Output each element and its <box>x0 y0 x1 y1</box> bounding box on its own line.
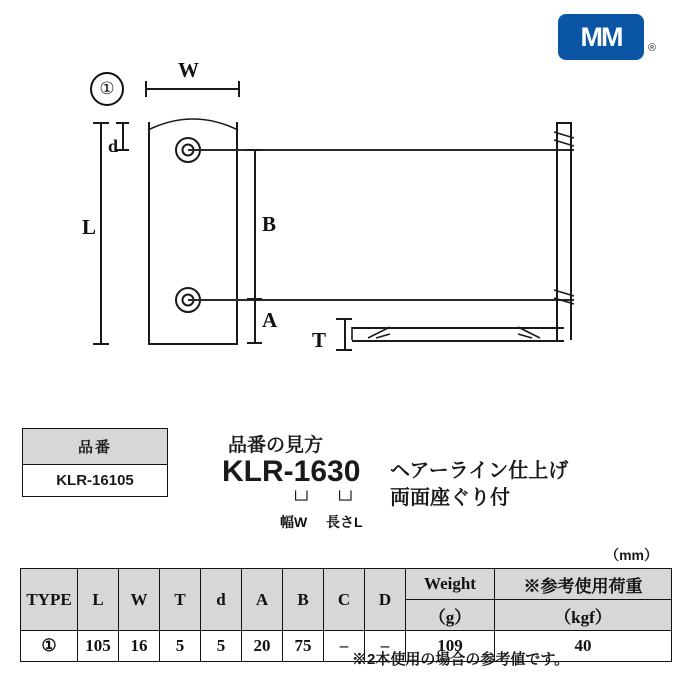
logo-text: MM <box>580 21 622 52</box>
lower-centerline <box>188 299 574 301</box>
spec-header-load: ※参考使用荷重 <box>495 569 672 600</box>
break-mark-icon-mid <box>552 286 576 312</box>
break-mark-icon-top <box>552 128 576 154</box>
body-bottom-edge <box>148 343 238 345</box>
cell-load: 40 <box>495 631 672 662</box>
d-dimension-line <box>122 122 124 150</box>
table-footnote: ※2本使用の場合の参考値です。 <box>352 651 570 668</box>
spec-header-A: A <box>242 569 283 631</box>
cell-C: – <box>324 631 365 662</box>
finish-line-1: ヘアーライン仕上げ <box>390 460 569 482</box>
registered-mark-icon: ® <box>648 42 657 54</box>
howto-title: 品番の見方 <box>228 435 324 456</box>
a-dim-tick-bottom <box>247 342 262 344</box>
label-L: L <box>82 215 97 239</box>
l-dim-tick-top <box>93 122 109 124</box>
label-B: B <box>262 212 277 236</box>
spec-table <box>20 568 672 662</box>
howto-label-w: 幅W <box>280 514 308 530</box>
w-dim-tick-right <box>238 81 240 97</box>
spec-header-d: d <box>201 569 242 631</box>
body-right-edge <box>236 122 238 344</box>
cell-W: 16 <box>119 631 160 662</box>
w-dimension-line <box>145 88 240 90</box>
howto-bracket-l: └┘ <box>334 492 357 509</box>
finish-description <box>390 458 568 512</box>
label-d: d <box>108 136 119 156</box>
howto-label-l: 長さL <box>326 514 363 530</box>
spec-header-load-unit: （kgf） <box>495 600 672 631</box>
l-dimension-line <box>100 122 102 344</box>
spec-header-weight-unit: （g） <box>406 600 495 631</box>
spec-header-W: W <box>119 569 160 631</box>
l-dim-tick-bottom <box>93 343 109 345</box>
label-W: W <box>178 58 199 82</box>
b-dim-tick-top <box>247 149 262 151</box>
table-row <box>21 631 672 662</box>
cell-T: 5 <box>160 631 201 662</box>
spec-header-B: B <box>283 569 324 631</box>
part-number-value: KLR-16105 <box>23 465 167 496</box>
cell-A: 20 <box>242 631 283 662</box>
cell-L: 105 <box>78 631 119 662</box>
w-dim-tick-left <box>145 81 147 97</box>
t-dimension-line <box>344 318 346 350</box>
spec-header-T: T <box>160 569 201 631</box>
part-number-table <box>22 428 168 497</box>
part-number-header: 品番 <box>23 429 167 465</box>
drawing-item-number: ① <box>90 72 124 106</box>
cell-weight: 109 <box>406 631 495 662</box>
label-T: T <box>312 328 327 352</box>
label-A: A <box>262 308 278 332</box>
arm-top-cap <box>556 122 572 124</box>
break-mark-icon-right <box>516 324 542 344</box>
finish-line-2: 両面座ぐり付 <box>390 487 510 509</box>
cell-D: – <box>365 631 406 662</box>
upper-centerline <box>188 149 574 151</box>
spec-header-L: L <box>78 569 119 631</box>
body-rounded-top <box>146 108 240 132</box>
body-left-edge <box>148 122 150 344</box>
d-dim-tick-top <box>116 122 129 124</box>
cell-type: ① <box>21 631 78 662</box>
spec-header-weight: Weight <box>406 569 495 600</box>
break-mark-icon-left <box>366 324 392 344</box>
howto-bracket-w: └┘ <box>290 492 313 509</box>
spec-header-D: D <box>365 569 406 631</box>
spec-header-type: TYPE <box>21 569 78 631</box>
a-dimension-line <box>254 299 256 343</box>
cell-B: 75 <box>283 631 324 662</box>
unit-note: （mm） <box>605 547 658 563</box>
spec-header-C: C <box>324 569 365 631</box>
spec-table-header-row <box>21 569 672 600</box>
howto-code: KLR-1630 <box>222 455 361 488</box>
cell-d: 5 <box>201 631 242 662</box>
b-dimension-line <box>254 149 256 299</box>
